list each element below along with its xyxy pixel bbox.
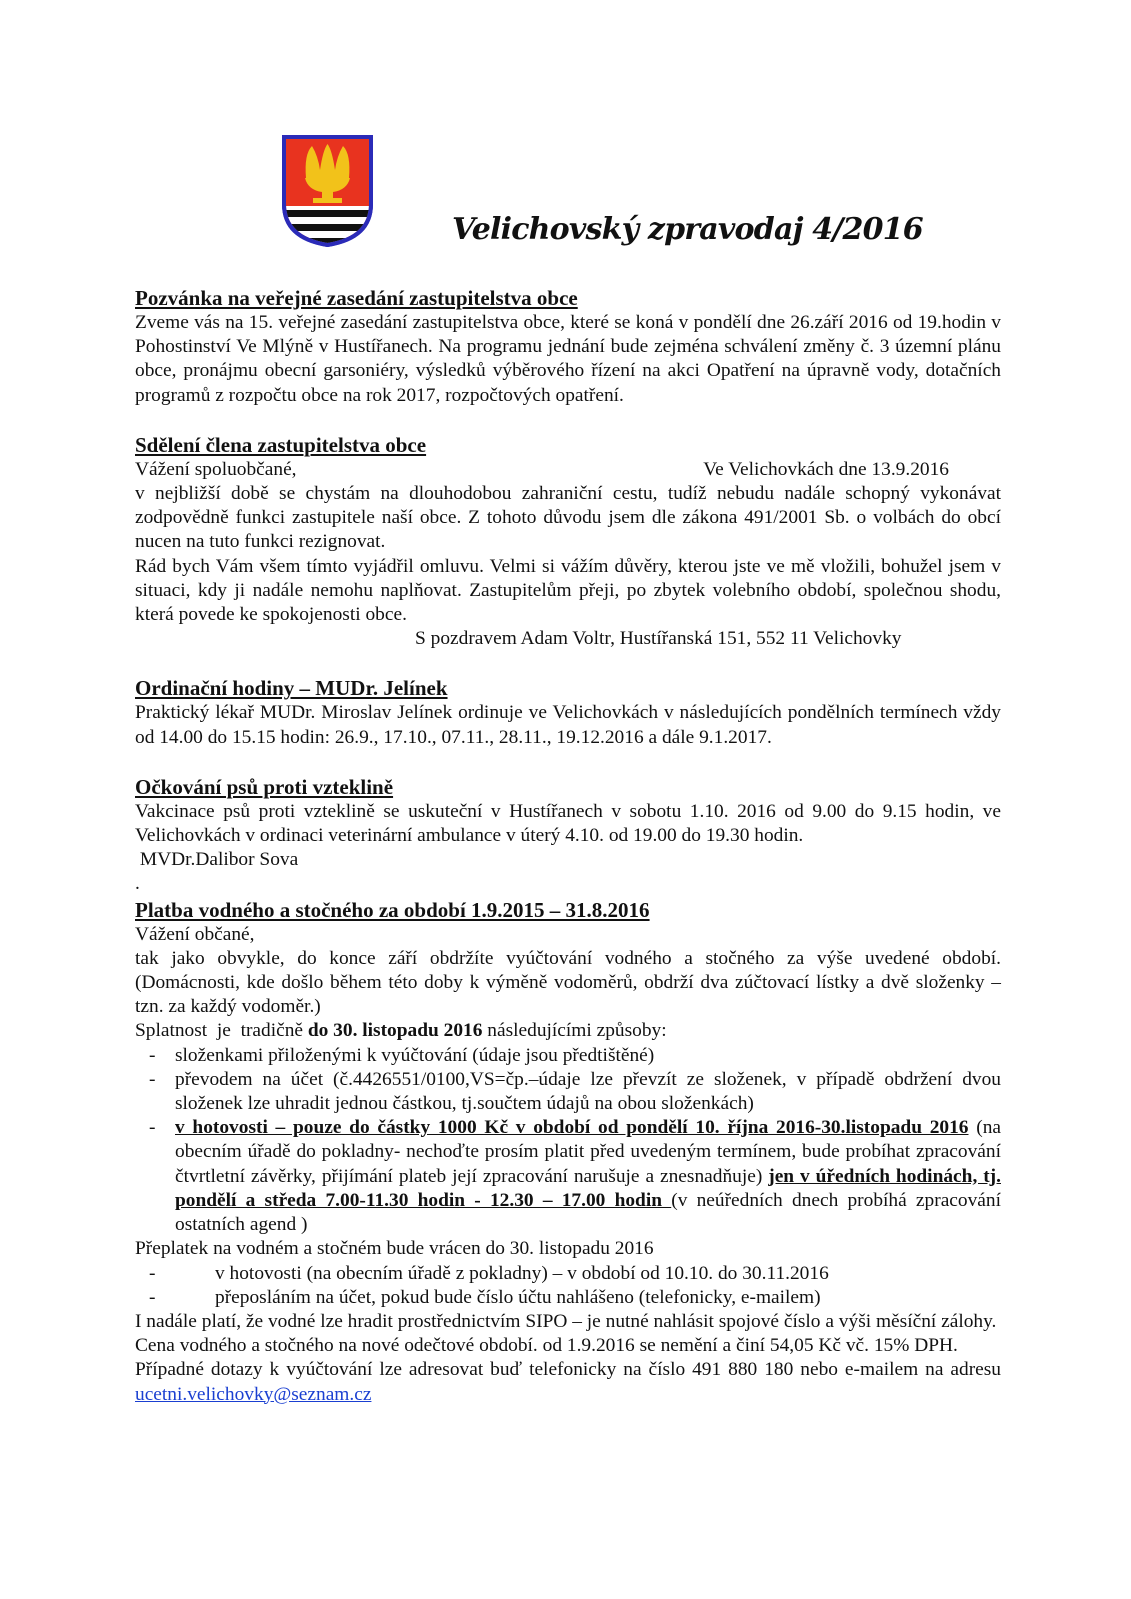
notice-paragraph-1: v nejbližší době se chystám na dlouhodobou zahraniční cestu, tudíž nebudu nadále schopný vykonávat zodpovědně funkci zastupitele naší obce. Z tohoto důvodu jsem dle zákona 491/2001 Sb. o volbách do obcí nucen na tuto funkci rezignovat. xyxy=(135,483,1001,553)
price-text: Cena vodného a stočného na nové odečtové období. od 1.9.2016 se nemění a činí 54,05 Kč vč. 15% DPH. xyxy=(135,1335,958,1357)
payment-method-item xyxy=(135,1044,1001,1068)
office-hours-note: (v neúředních dnech probíhá zpracování ostatních agend ) xyxy=(175,1189,1001,1236)
dog-vaccination-text: Vakcinace psů proti vzteklině se uskuteční v Hustířanech v sobotu 1.10. 2016 od 9.00 do 9.15 hodin, ve Velichovkách v ordinaci veterinární ambulance v úterý 4.10. od 19.00 do 19.30 hodin. xyxy=(135,800,1001,847)
payment-method-cash: v hotovosti – pouze do částky 1000 Kč v období od pondělí 10. října 2016-30.listopadu 2016 xyxy=(175,1117,969,1139)
due-prefix: Splatnost je tradičně xyxy=(135,1020,308,1042)
email-link[interactable]: ucetni.velichovky@seznam.cz xyxy=(135,1383,372,1405)
section-heading-surgery-hours: Ordinační hodiny – MUDr. Jelínek xyxy=(135,676,448,701)
section-heading-council-member-notice: Sdělení člena zastupitelstva obce xyxy=(135,432,427,457)
section-heading-meeting-invitation: Pozvánka na veřejné zasedání zastupitelstva obce xyxy=(135,286,578,310)
list-dash: - xyxy=(149,1044,156,1066)
due-suffix: následujícími způsoby: xyxy=(482,1020,667,1042)
notice-salutation: Vážení spoluobčané, xyxy=(135,458,297,480)
payment-method-slips: složenkami přiloženými k vyúčtování (údaje jsou předtištěné) xyxy=(175,1044,655,1066)
newsletter-body xyxy=(135,285,1001,1407)
list-dash: - xyxy=(149,1262,156,1284)
refund-cash: v hotovosti (na obecním úřadě z pokladny) – v období od 10.10. do 30.11.2016 xyxy=(215,1262,829,1284)
list-dash: - xyxy=(149,1117,156,1139)
surgery-hours-text: Praktický lékař MUDr. Miroslav Jelínek ordinuje ve Velichovkách v následujících pondělních termínech vždy od 14.00 do 15.15 hodin: 26.9., 17.10., 07.11., 28.11., 19.12.2016 a dále 9.1.2017. xyxy=(135,702,1001,748)
list-dash: - xyxy=(149,1286,156,1308)
section-heading-dog-vaccination: Očkování psů proti vzteklině xyxy=(135,774,394,799)
newsletter-title: Velichovský zpravodaj 4/2016 xyxy=(452,212,923,247)
refund-transfer: přeposláním na účet, pokud bude číslo účtu nahlášeno (telefonicky, e-mailem) xyxy=(215,1286,821,1308)
payment-method-item xyxy=(135,1068,1001,1116)
payment-method-item xyxy=(135,1116,1001,1237)
section-heading-water-payment: Platba vodného a stočného za období 1.9.2015 – 31.8.2016 xyxy=(135,897,650,922)
overpayment-text: Přeplatek na vodném a stočném bude vrácen do 30. listopadu 2016 xyxy=(135,1238,654,1260)
office-hours: jen v úředních hodinách, tj. pondělí a středa 7.00-11.30 hodin - 12.30 – 17.00 hodin xyxy=(175,1165,1001,1211)
payment-method-transfer: převodem na účet (č.4426551/0100,VS=čp.–údaje lze převzít ze složenek, v případě obdržení dvou složenek lze uhradit jednou částkou, tj.součtem údajů na obou složenkách) xyxy=(175,1068,1001,1115)
cash-payment-note: (na obecním úřadě do pokladny- nechoďte prosím platit před uvedeným termínem, bude probíhat zpracování čtvrtletní závěrky, přijímání plateb její zpracování narušuje a znesnadňuje) xyxy=(175,1117,1001,1187)
sipo-text: I nadále platí, že vodné lze hradit prostřednictvím SIPO – je nutné nahlásit spojové číslo a výši měsíční zálohy. xyxy=(135,1310,997,1332)
vet-name: MVDr.Dalibor Sova xyxy=(135,849,299,871)
refund-method-item xyxy=(135,1286,1001,1310)
due-date: do 30. listopadu 2016 xyxy=(307,1020,483,1042)
water-due-line xyxy=(135,1019,1001,1043)
stray-dot: . xyxy=(135,873,140,895)
notice-salutation-row xyxy=(135,458,1001,482)
water-paragraph-1: tak jako obvykle, do konce září obdržíte vyúčtování vodného a stočného za výše uvedené období. (Domácnosti, kde došlo během této doby k výměně vodoměrů, obdrží dva zúčtovací lístky a dvě složenky – tzn. za každý vodoměr.) xyxy=(135,947,1001,1018)
contact-prefix: Případné dotazy k vyúčtování lze adresovat buď telefonicky na číslo 491 880 180 nebo e-mailem na adresu xyxy=(135,1359,1001,1381)
village-coat-of-arms-icon xyxy=(281,134,374,248)
meeting-invitation-text: Zveme vás na 15. veřejné zasedání zastupitelstva obce, které se koná v pondělí dne 26.září 2016 od 19.hodin v Pohostinství Ve Mlýně v Hustířanech. Na programu jednání bude zejména schválení změny č. 3 územní plánu obce, pronájmu obecní garsoniéry, výsledků výběrového řízení na akci Opatření na úpravně vody, dotačních programů z rozpočtu obce na rok 2017, rozpočtových opatření. xyxy=(135,312,1001,406)
list-dash: - xyxy=(149,1068,156,1090)
notice-date: Ve Velichovkách dne 13.9.2016 xyxy=(703,458,949,480)
notice-signature: S pozdravem Adam Voltr, Hustířanská 151, 552 11 Velichovky xyxy=(415,628,902,650)
contact-text xyxy=(135,1358,1001,1406)
water-salutation: Vážení občané, xyxy=(135,923,255,945)
notice-paragraph-2: Rád bych Vám všem tímto vyjádřil omluvu. Velmi si vážím důvěry, kterou jste ve mě vložili, bohužel jsem v situaci, kdy ji nadále nemohu naplňovat. Zastupitelům přeji, po zbytek volebního období, společnou shodu, která povede ke spokojenosti obce. xyxy=(135,555,1001,626)
refund-method-item xyxy=(135,1262,1001,1286)
